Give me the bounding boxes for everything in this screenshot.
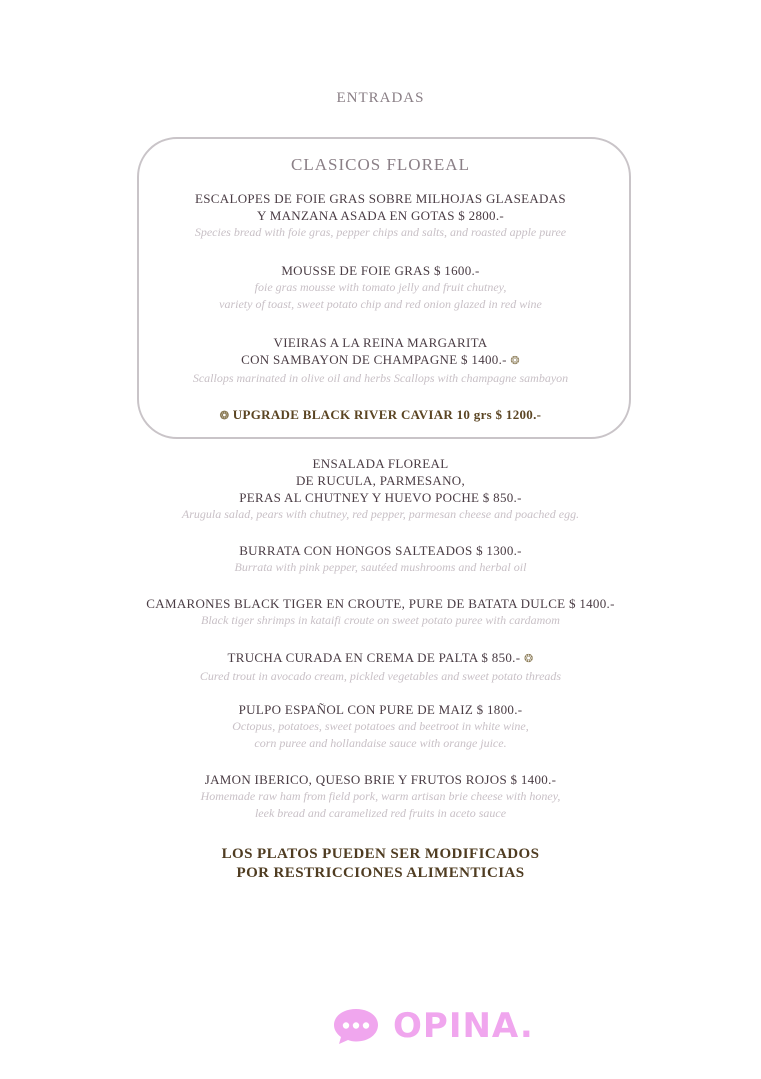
caviar-badge-icon: ❂	[523, 653, 534, 665]
clasicos-title: CLASICOS FLOREAL	[291, 155, 470, 174]
caviar-upgrade	[0, 407, 761, 423]
dish-name: JAMON IBERICO, QUESO BRIE Y FRUTOS ROJOS $ 1400.-	[204, 772, 557, 787]
dish-name: BURRATA CON HONGOS SALTEADOS $ 1300.-	[239, 543, 522, 558]
upgrade-label: UPGRADE BLACK RIVER CAVIAR 10 grs $ 1200.-	[232, 407, 542, 422]
notice-line: POR RESTRICCIONES ALIMENTICIAS	[236, 865, 525, 881]
dish-name-with-mark	[0, 649, 761, 668]
dish-ensalada	[0, 455, 761, 523]
dish-name: DE RUCULA, PARMESANO,	[295, 473, 466, 488]
dish-name: ENSALADA FLOREAL	[312, 456, 449, 471]
dish-name: PULPO ESPAÑOL CON PURE DE MAIZ $ 1800.-	[238, 702, 523, 717]
notice-line: LOS PLATOS PUEDEN SER MODIFICADOS	[221, 846, 540, 862]
dish-description: Scallops marinated in olive oil and herbs Scallops with champagne sambayon	[192, 371, 569, 385]
dish-mousse	[0, 262, 761, 313]
dish-description: Octopus, potatoes, sweet potatoes and beetroot in white wine,	[232, 719, 529, 733]
dietary-notice	[0, 845, 761, 883]
chat-bubble-icon	[331, 1006, 381, 1046]
dish-description: Cured trout in avocado cream, pickled vegetables and sweet potato threads	[199, 669, 562, 683]
dish-vieiras	[0, 334, 761, 387]
dish-name: ESCALOPES DE FOIE GRAS SOBRE MILHOJAS GLASEADAS	[195, 191, 566, 206]
dish-name: MOUSSE DE FOIE GRAS $ 1600.-	[281, 263, 480, 278]
dish-description: Burrata with pink pepper, sautéed mushrooms and herbal oil	[234, 560, 527, 574]
dish-description: leek bread and caramelized red fruits in aceto sauce	[254, 806, 507, 820]
dish-description: foie gras mousse with tomato jelly and fruit chutney,	[254, 280, 507, 294]
dish-description: corn puree and hollandaise sauce with orange juice.	[254, 736, 507, 750]
dish-description: Homemade raw ham from field pork, warm artisan brie cheese with honey,	[200, 789, 561, 803]
opina-logo[interactable]	[331, 1006, 534, 1046]
caviar-badge-icon: ❂	[510, 355, 520, 367]
dish-description: Arugula salad, pears with chutney, red pepper, parmesan cheese and poached egg.	[181, 507, 580, 521]
section-title: ENTRADAS	[336, 90, 425, 106]
dish-description: variety of toast, sweet potato chip and red onion glazed in red wine	[219, 297, 542, 311]
dish-description: Black tiger shrimps in kataifi croute on sweet potato puree with cardamom	[201, 613, 560, 627]
dish-name: CAMARONES BLACK TIGER EN CROUTE, PURE DE BATATA DULCE $ 1400.-	[146, 596, 615, 611]
dish-name: Y MANZANA ASADA EN GOTAS $ 2800.-	[256, 208, 505, 223]
dish-camarones	[0, 595, 761, 629]
dish-name-with-mark	[0, 351, 761, 370]
dish-description: Species bread with foie gras, pepper chips and salts, and roasted apple puree	[194, 225, 567, 239]
dish-name-text: TRUCHA CURADA EN CREMA DE PALTA $ 850.-	[227, 650, 521, 665]
dish-escalopes	[0, 190, 761, 241]
dish-jamon	[0, 771, 761, 822]
dish-trucha	[0, 649, 761, 685]
dish-name: PERAS AL CHUTNEY Y HUEVO POCHE $ 850.-	[239, 490, 522, 505]
dish-burrata	[0, 542, 761, 576]
dish-name-text: CON SAMBAYON DE CHAMPAGNE $ 1400.-	[241, 352, 507, 367]
dish-name: VIEIRAS A LA REINA MARGARITA	[273, 335, 488, 350]
caviar-badge-icon: ❂	[219, 410, 230, 422]
dish-pulpo	[0, 701, 761, 752]
logo-text: OPINA.	[393, 1006, 534, 1046]
